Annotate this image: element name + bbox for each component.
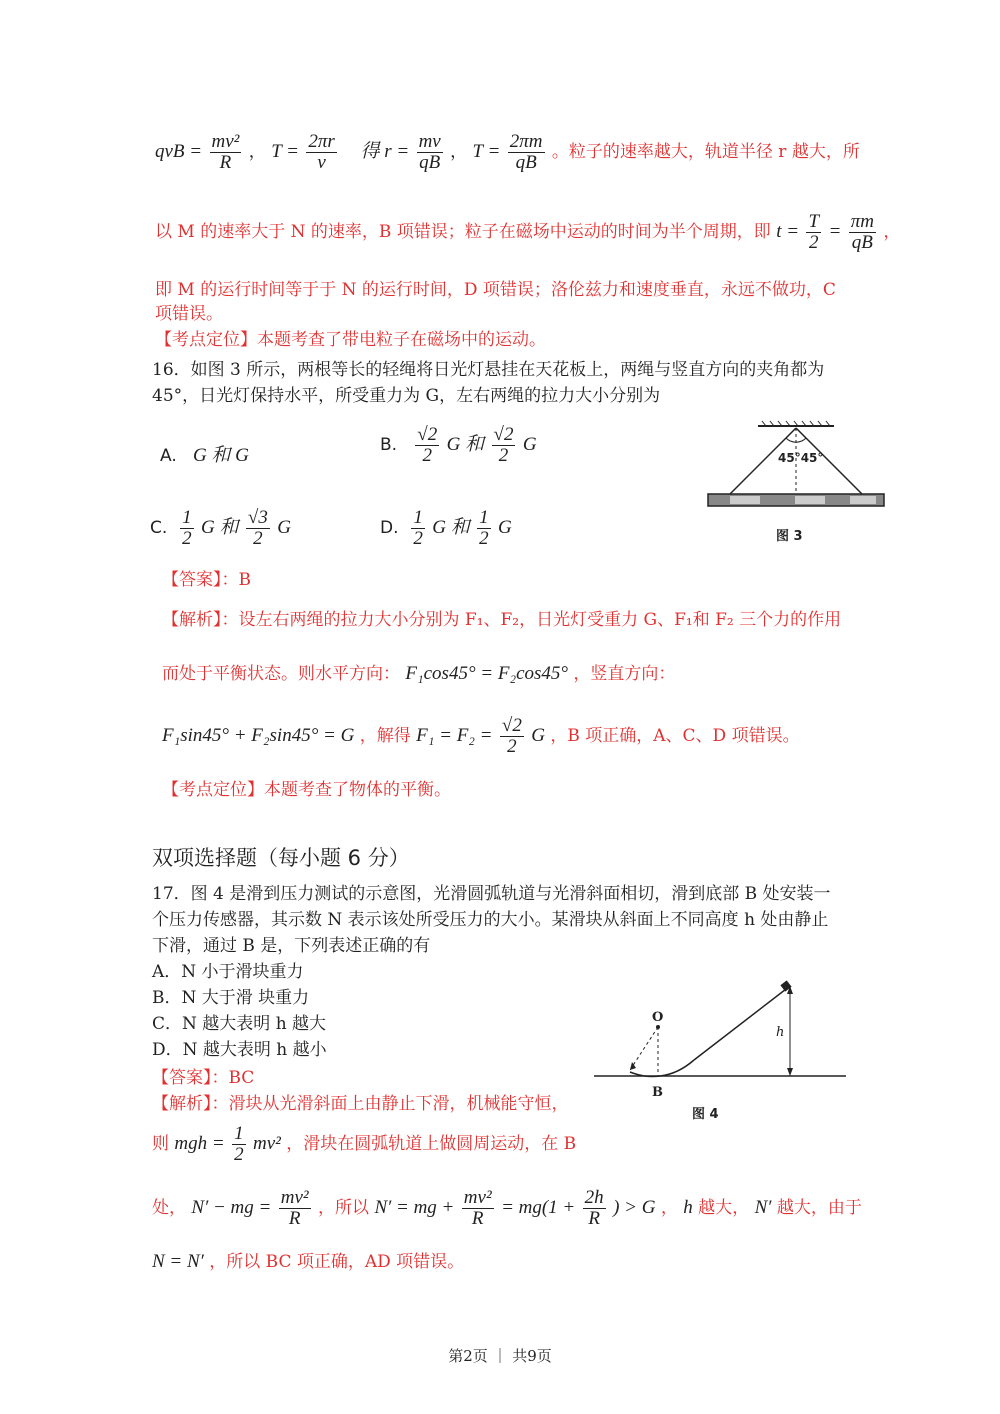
- page-footer: 第2页 ｜ 共9页: [448, 1347, 552, 1365]
- q16-jiexi-1: 【解析】：设左右两绳的拉力大小分别为 F₁、F₂，日光灯受重力 G、F₁和 F₂ 三个力的作用: [162, 610, 842, 630]
- q16-option-b: B. $\frac{√2}{2}$ G 和 $\frac{√2}{2}$ G: [380, 424, 537, 466]
- q17-stem-2: 个压力传感器，其示数 N 表示该处所受压力的大小。某滑块从斜面上不同高度 h 处由静止: [152, 910, 829, 930]
- intro-text: 。粒子的速率越大，轨道半径 r 越大，所: [551, 142, 860, 162]
- q17-jiexi-4: N = N′ ，所以 BC 项正确，AD 项错误。: [152, 1251, 465, 1272]
- figure-3: [700, 418, 890, 548]
- q17-option-b: B．N 大于滑 块重力: [152, 988, 310, 1008]
- q17-answer: 【答案】：BC: [152, 1068, 255, 1088]
- figure-4: [590, 972, 860, 1127]
- fig4-o-label: O: [652, 1010, 664, 1025]
- q16-jiexi-2: 而处于平衡状态。则水平方向： F₁cos45° = F₂cos45° ，竖直方向：: [162, 663, 676, 684]
- fig4-caption: 图 4: [692, 1107, 719, 1122]
- q16-jiexi-3: F₁sin45° + F₂sin45° = G ，解得 F₁ = F₂ = $\frac{√2}{2}$ G ，B 项正确，A、C、D 项错误。: [162, 715, 800, 757]
- q17-option-c: C．N 越大表明 h 越大: [152, 1014, 327, 1034]
- q17-stem-1: 17．图 4 是滑到压力测试的示意图，光滑圆弧轨道与光滑斜面相切，滑到底部 B 处安装一: [152, 884, 831, 904]
- q17-jiexi-3: 处， N′ − mg = $\frac{\text{mv²}}{R}$ ，所以 N′ = mg + $\frac{\text{mv²}}{R}$ = mg(1 + $\frac{2h}{R}$ ) > G ， h 越大， N′ 越大，由于: [152, 1187, 862, 1229]
- q17-option-a: A．N 小于滑块重力: [152, 962, 304, 982]
- q16-option-d: D. $\frac{1}{2}$ G 和 $\frac{1}{2}$ G: [380, 507, 512, 549]
- arc-track: [630, 1060, 694, 1077]
- q17-jiexi-1: 【解析】：滑块从光滑斜面上由静止下滑，机械能守恒，: [152, 1094, 569, 1114]
- intro-line-2: 以 M 的速率大于 N 的速率，B 项错误；粒子在磁场中运动的时间为半个周期，即 t = $\frac{T}{2}$ = $\frac{\pi m}{qB}$ ，: [155, 211, 901, 253]
- q17-option-d: D．N 越大表明 h 越小: [152, 1040, 327, 1060]
- q16-stem-2: 45°，日光灯保持水平，所受重力为 G，左右两绳的拉力大小分别为: [152, 386, 661, 406]
- formula-row: qvB = $\frac{\text{mv²}}{R}$ ， T = $\frac{2\pi r}{v}$ 得 r = $\frac{mv}{qB}$ ， T = $\frac{2\pi m}{qB}$ 。粒子的速率越大，轨道半径 r 越大，所: [155, 131, 860, 173]
- kaodian-15: 【考点定位】本题考查了带电粒子在磁场中的运动。: [155, 330, 546, 350]
- q17-jiexi-2: 则 mgh = $\frac{1}{2}$ mv² ，滑块在圆弧轨道上做圆周运动，在 B: [152, 1123, 577, 1165]
- fig4-b-label: B: [652, 1085, 663, 1100]
- intro-line-3: 即 M 的运行时间等于于 N 的运行时间，D 项错误；洛伦兹力和速度垂直，永远不做功，C: [155, 280, 836, 300]
- intro-line-4: 项错误。: [155, 304, 223, 324]
- kaodian-16: 【考点定位】本题考查了物体的平衡。: [162, 780, 451, 800]
- fig4-h-label: h: [776, 1025, 785, 1040]
- fig3-angle-label: 45°45°: [778, 451, 824, 465]
- q16-option-c: C. $\frac{1}{2}$ G 和 $\frac{√3}{2}$ G: [150, 507, 291, 549]
- incline: [694, 986, 790, 1060]
- q16-stem-1: 16．如图 3 所示，两根等长的轻绳将日光灯悬挂在天花板上，两绳与竖直方向的夹角都为: [152, 360, 825, 380]
- section-title: 双项选择题（每小题 6 分）: [152, 846, 410, 870]
- q17-stem-3: 下滑，通过 B 是，下列表述正确的有: [152, 936, 431, 956]
- ceiling: [758, 421, 834, 426]
- q16-answer: 【答案】：B: [162, 570, 251, 590]
- fig3-caption: 图 3: [776, 529, 803, 544]
- q16-option-a: A. G 和 G: [160, 445, 249, 466]
